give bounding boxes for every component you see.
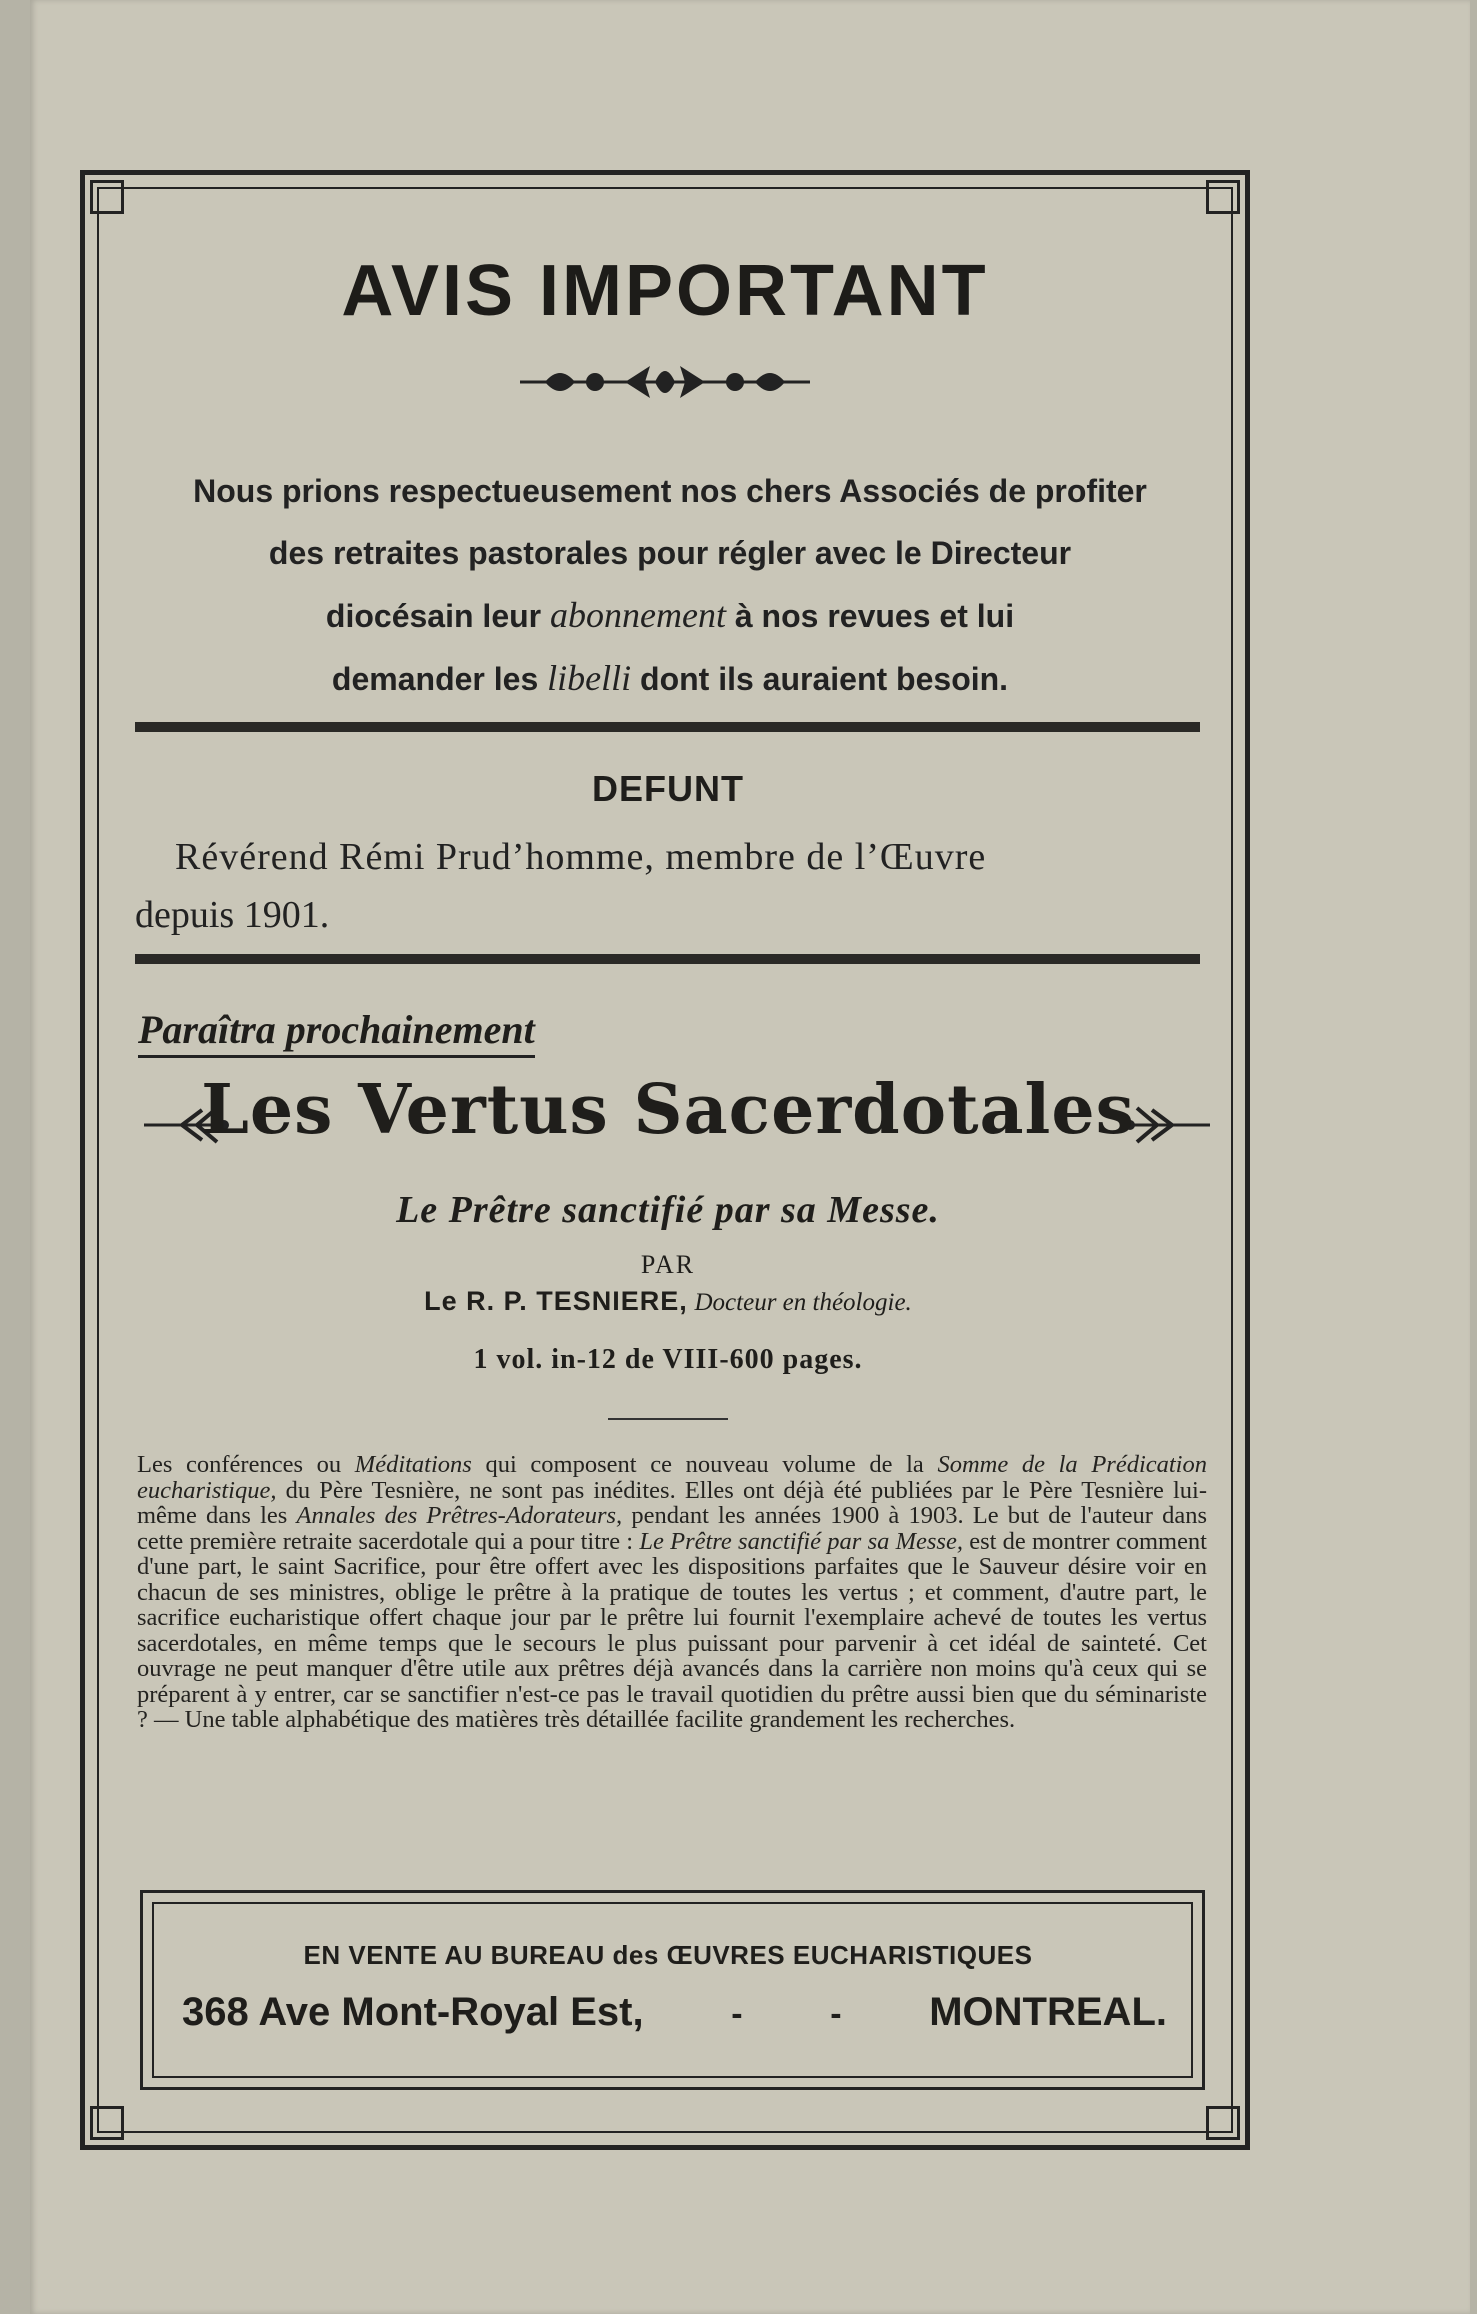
book-subtitle: Le Prêtre sanctifié par sa Messe. [396,1189,940,1231]
sale-heading: EN VENTE AU BUREAU des ŒUVRES EUCHARISTIQUES [303,1940,1033,1970]
short-divider [608,1418,728,1420]
sale-address: 368 Ave Mont-Royal Est, - - MONTREAL. [182,1990,1167,2034]
notice-line: diocésain leur abonnement à nos revues et lui [325,595,1015,635]
divider-rule [135,722,1200,732]
notice-line: Nous prions respectueusement nos chers Associés de profiter [193,473,1147,509]
city: MONTREAL. [929,1990,1167,2034]
floral-ornament-icon [515,352,815,412]
notice-title: AVIS IMPORTANT [341,251,989,331]
by-label: PAR [640,1250,696,1279]
book-title: Les Vertus Sacerdotales [201,1070,1135,1150]
divider-rule [135,954,1200,964]
book-description: Les conférences ou Méditations qui composent ce nouveau volume de la Somme de la Prédication eucharistique, du Père Tesnière, ne sont pas inédites. Elles ont déjà été publiées par le Père Tesnière lui-même dans les Annales des Prêtres-Adorateurs, pendant les années 1900 à 1903. Le but de l'auteur dans cette première retraite sacerdotale qui a pour titre : Le Prêtre sanctifié par sa Messe, est de montrer comment d'une part, le saint Sacrifice, pour être offert avec les dispositions parfaites que le Sauveur désire voir en chacun de ses ministres, oblige le prêtre à la pratique de toutes les vertus ; et comment, d'autre part, le sacrifice eucharistique offert chaque jour par le prêtre lui fournit l'exemplaire achevé de toutes les vertus sacerdotales, en même temps que le secours le plus puissant pour parvenir à cet idéal de sainteté. Cet ouvrage ne peut manquer d'être utile aux prêtres déjà avancés dans la carrière non moins qu'à ceux qui se préparent à y entrer, car se sanctifier n'est-ce pas le travail quotidien du prêtre aussi bien que du séminariste ? — Une table alphabétique des matières très détaillée facilite grandement les recherches. [137,1451,1208,1733]
obituary-heading: DEFUNT [592,768,744,809]
announcement-label: Paraîtra prochainement [138,1006,535,1058]
book-volume-info: 1 vol. in-12 de VIII-600 pages. [473,1344,863,1375]
street-address: 368 Ave Mont-Royal Est, [182,1990,644,2034]
notice-text [140,460,1200,710]
notice-line: des retraites pastorales pour régler avec le Directeur [268,535,1072,571]
notice-line: demander les libelli dont ils auraient besoin. [331,658,1009,698]
book-author: Le R. P. TESNIERE, Docteur en théologie. [424,1286,912,1316]
obituary-text: Révérend Rémi Prud’homme, membre de l’Œuvre depuis 1901. [135,836,987,936]
